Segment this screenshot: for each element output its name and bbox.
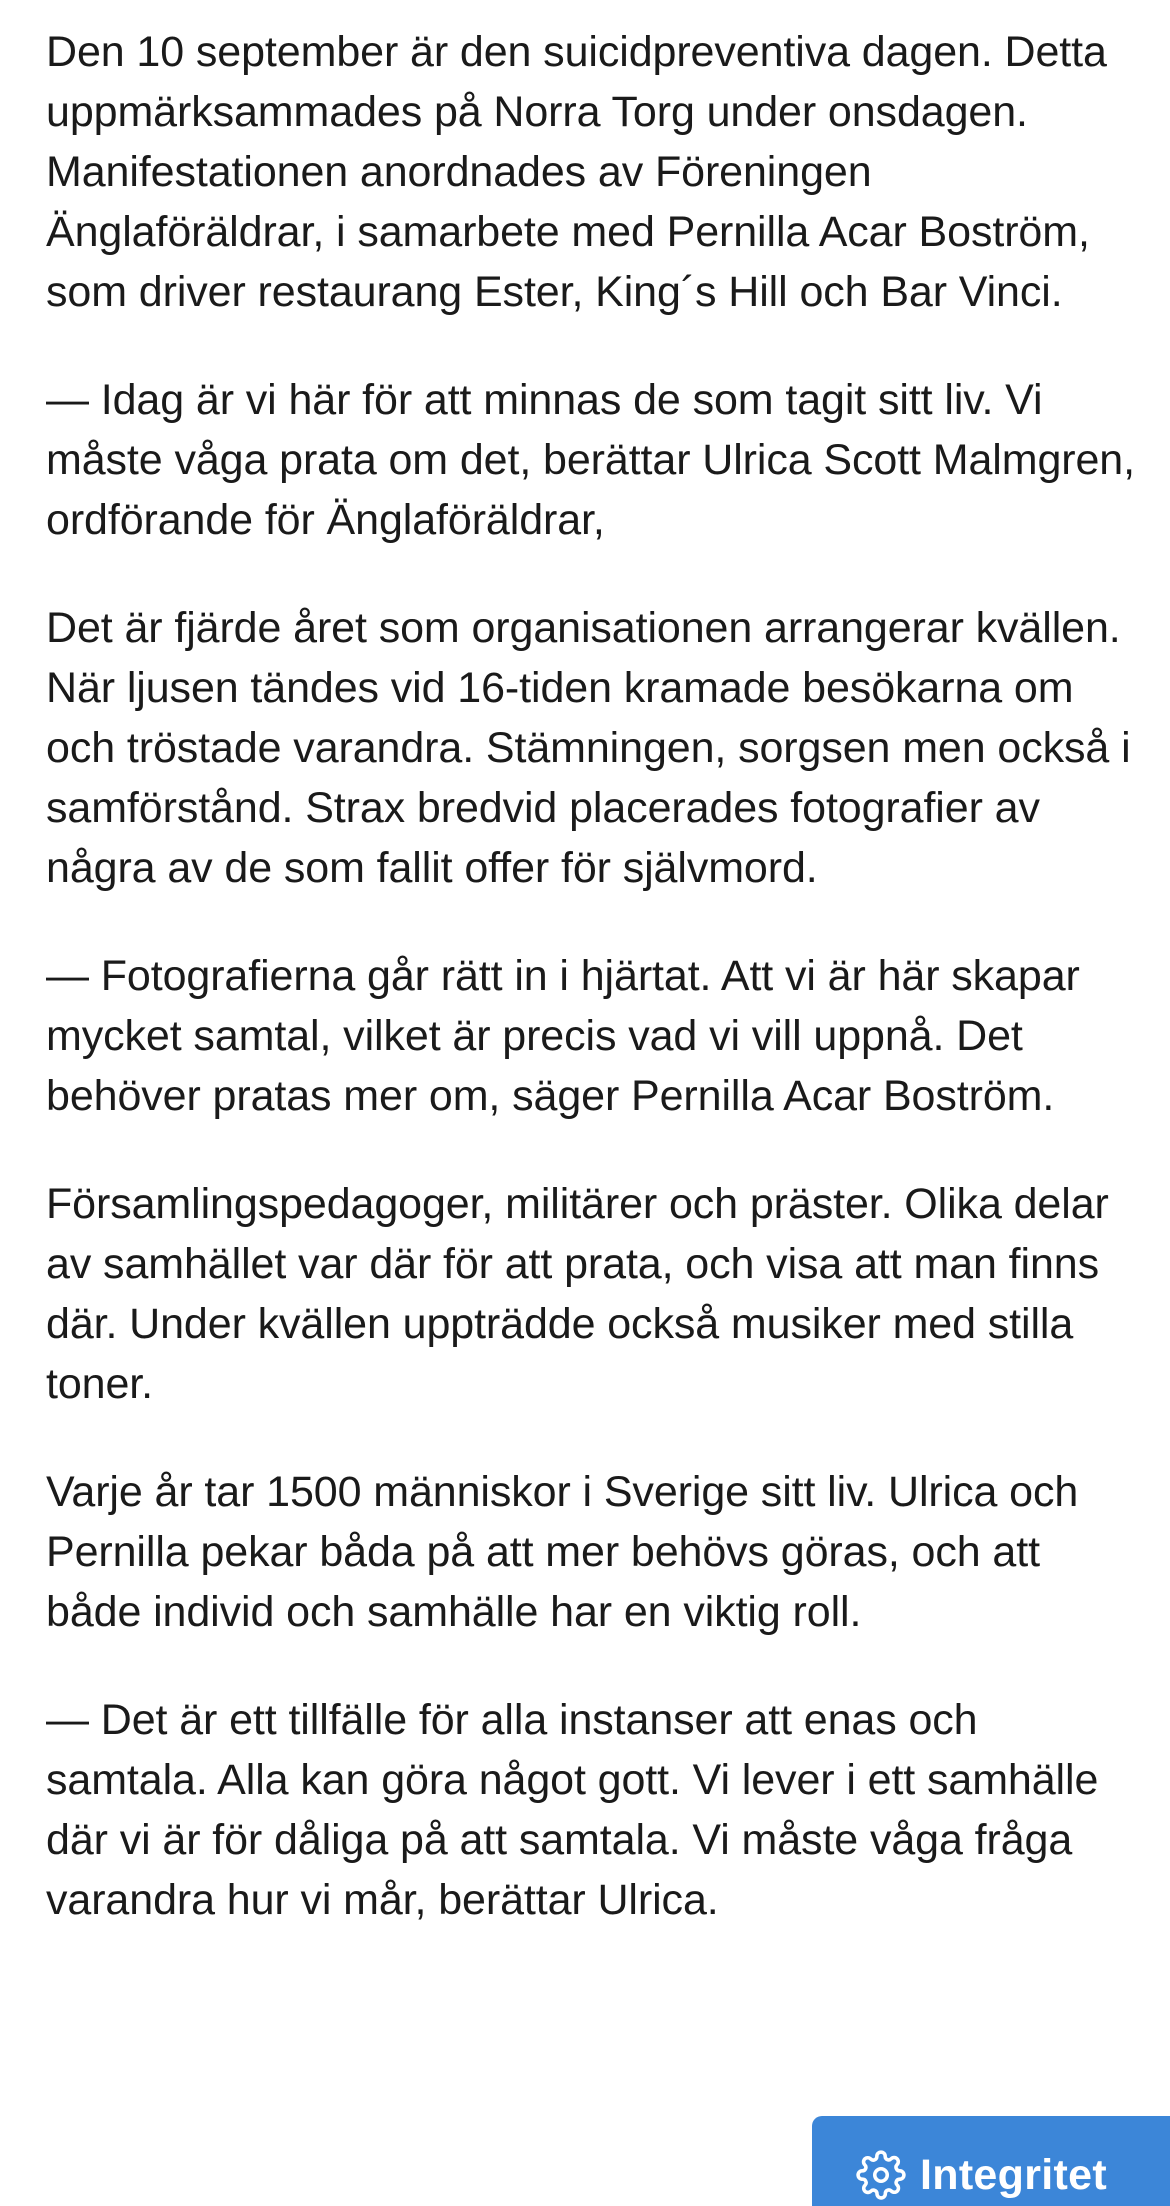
- article-paragraph: Den 10 september är den suicidpreventiva dagen. Detta uppmärksammades på Norra Torg under onsdagen. Manifestationen anordnades av Föreningen Änglaföräldrar, i samarbete med Pernilla Acar Boström, som driver restaurang Ester, King´s Hill och Bar Vinci.: [46, 28, 1107, 316]
- article-paragraph: Varje år tar 1500 människor i Sverige sitt liv. Ulrica och Pernilla pekar båda på att mer behövs göras, och att både individ och samhälle har en viktig roll.: [46, 1468, 1079, 1636]
- article-paragraph: — Idag är vi här för att minnas de som tagit sitt liv. Vi måste våga prata om det, berättar Ulrica Scott Malmgren, ordförande för Änglaföräldrar,: [46, 376, 1135, 544]
- article-paragraph: Församlingspedagoger, militärer och präster. Olika delar av samhället var där för att prata, och visa att man finns där. Under kvällen uppträdde också musiker med stilla toner.: [46, 1180, 1109, 1408]
- article-paragraph: Det är fjärde året som organisationen arrangerar kvällen. När ljusen tändes vid 16-tiden kramade besökarna om och tröstade varandra. Stämningen, sorgsen men också i samförstånd. Strax bredvid placerades fotografier av några av de som fallit offer för självmord.: [46, 604, 1131, 892]
- article-paragraph: — Fotografierna går rätt in i hjärtat. Att vi är här skapar mycket samtal, vilket är precis vad vi vill uppnå. Det behöver pratas mer om, säger Pernilla Acar Boström.: [46, 952, 1080, 1120]
- article-body: [46, 22, 1146, 1930]
- privacy-settings-button[interactable]: [812, 2116, 1170, 2206]
- gear-icon: [856, 2150, 906, 2200]
- article-paragraph: — Det är ett tillfälle för alla instanser att enas och samtala. Alla kan göra något gott. Vi lever i ett samhälle där vi är för dåliga på att samtala. Vi måste våga fråga varandra hur vi mår, berättar Ulrica.: [46, 1696, 1099, 1924]
- privacy-button-label: Integritet: [920, 2150, 1107, 2199]
